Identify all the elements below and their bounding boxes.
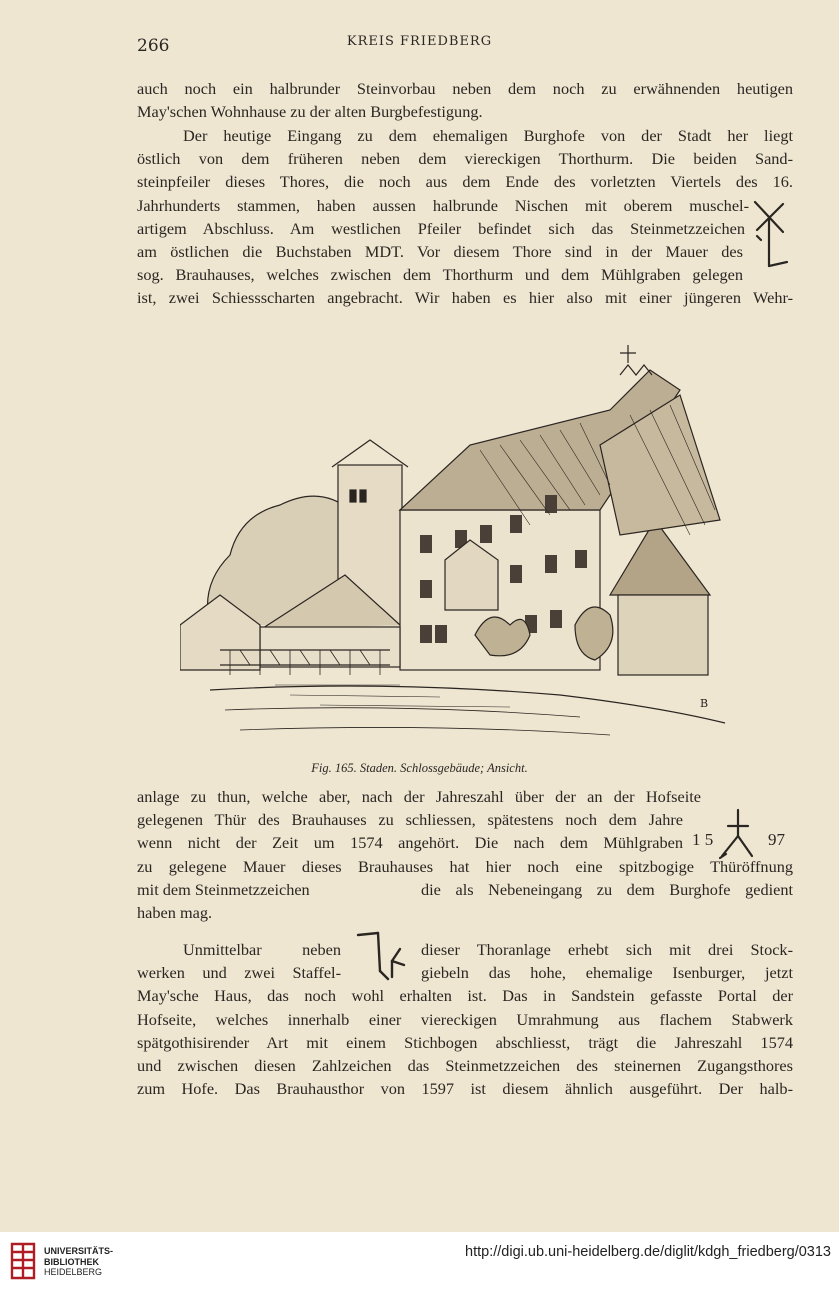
paragraph-3 xyxy=(137,785,793,924)
page-number: 266 xyxy=(137,36,170,56)
library-line: HEIDELBERG xyxy=(44,1267,103,1277)
text-line-split xyxy=(137,938,793,961)
text-line: auch noch ein halbrunder Steinvorbau neben dem noch zu erwähnenden heutigen xyxy=(137,79,793,98)
library-line: BIBLIOTHEK xyxy=(44,1256,99,1267)
library-line: UNIVERSITÄTS- xyxy=(44,1246,114,1256)
text-line: Hofseite, welches innerhalb einer viereckigen Umrahmung aus flachem Stabwerk xyxy=(137,1009,793,1029)
year-right: 97 xyxy=(768,830,785,849)
text-line: gelegenen Thür des Brauhauses zu schliessen, spätestens noch dem Jahre xyxy=(137,810,683,830)
text-line-split xyxy=(137,961,793,984)
text-line: zum Hofe. Das Brauhausthor von 1597 ist diesem ähnlich ausgeführt. Der halb- xyxy=(137,1079,793,1099)
university-logo-icon[interactable] xyxy=(8,1238,38,1282)
text-line: Der heutige Eingang zu dem ehemaligen Burghofe von der Stadt her liegt xyxy=(183,126,793,145)
text-line-split xyxy=(137,878,793,901)
text-fragment: giebeln das hohe, ehemalige Isenburger, jetzt xyxy=(421,963,793,983)
text-line: und zwischen diesen Zahlzeichen das Steinmetzzeichen des steinernen Zugangsthores xyxy=(137,1055,793,1075)
text-line: spätgothisirender Art mit einem Stichbogen abschliesst, trägt die Jahreszahl 1574 xyxy=(137,1032,793,1052)
permalink-url[interactable]: http://digi.ub.uni-heidelberg.de/diglit/kdgh_friedberg/0313 xyxy=(465,1244,831,1260)
mason-mark-icon xyxy=(747,196,791,276)
svg-text:B: B xyxy=(700,697,709,710)
text-line: steinpfeiler dieses Thores, die noch aus dem Ende des vorletzten Viertels des 16. xyxy=(137,172,793,192)
mason-mark-icon xyxy=(712,806,764,862)
text-fragment: werken und zwei Staffel- xyxy=(137,963,341,983)
text-line: am östlichen die Buchstaben MDT. Vor diesem Thore sind in der Mauer des xyxy=(137,241,743,261)
text-line: wenn nicht der Zeit um 1574 angehört. Die nach dem Mühlgraben xyxy=(137,833,683,853)
text-fragment: mit dem Steinmetzzeichen xyxy=(137,879,310,899)
text-line: sog. Brauhauses, welches zwischen dem Thorthurm und dem Mühlgraben gelegen xyxy=(137,265,743,285)
text-line: anlage zu thun, welche aber, nach der Jahreszahl über der an der Hofseite xyxy=(137,787,701,806)
text-line: haben mag. xyxy=(137,902,213,922)
text-fragment: Unmittelbar neben xyxy=(183,940,341,959)
text-line: ist, zwei Schiessscharten angebracht. Wir haben es hier also mit einer jüngeren Wehr- xyxy=(137,288,793,308)
text-line: artigem Abschluss. Am westlichen Pfeiler befindet sich das Steinmetzzeichen xyxy=(137,218,745,238)
viewer-footer xyxy=(0,1232,839,1291)
figure-caption: Fig. 165. Staden. Schlossgebäude; Ansicht. xyxy=(311,761,528,775)
text-line: zu gelegene Mauer dieses Brauhauses hat hier noch eine spitzbogige Thüröffnung xyxy=(137,856,793,876)
text-line: May'sche Haus, das noch wohl erhalten ist. Das in Sandstein gefasste Portal der xyxy=(137,986,793,1006)
library-name xyxy=(44,1246,113,1278)
text-line: östlich von dem früheren neben dem viereckigen Thorthurm. Die beiden Sand- xyxy=(137,149,793,169)
paragraph-2 xyxy=(137,124,793,310)
text-fragment: dieser Thoranlage erhebt sich mit drei Stock- xyxy=(421,940,793,959)
text-fragment: die als Nebeneingang zu dem Burghofe gedient xyxy=(421,879,793,899)
paragraph-1 xyxy=(137,77,793,123)
text-line: Jahrhunderts stammen, haben aussen halbrunde Nischen mit oberem muschel- xyxy=(137,195,749,215)
castle-illustration xyxy=(180,335,740,755)
running-title: KREIS FRIEDBERG xyxy=(346,34,493,49)
year-left: 1 5 xyxy=(692,830,714,849)
paragraph-4 xyxy=(137,938,793,1100)
text-line: May'schen Wohnhause zu der alten Burgbefestigung. xyxy=(137,102,483,122)
